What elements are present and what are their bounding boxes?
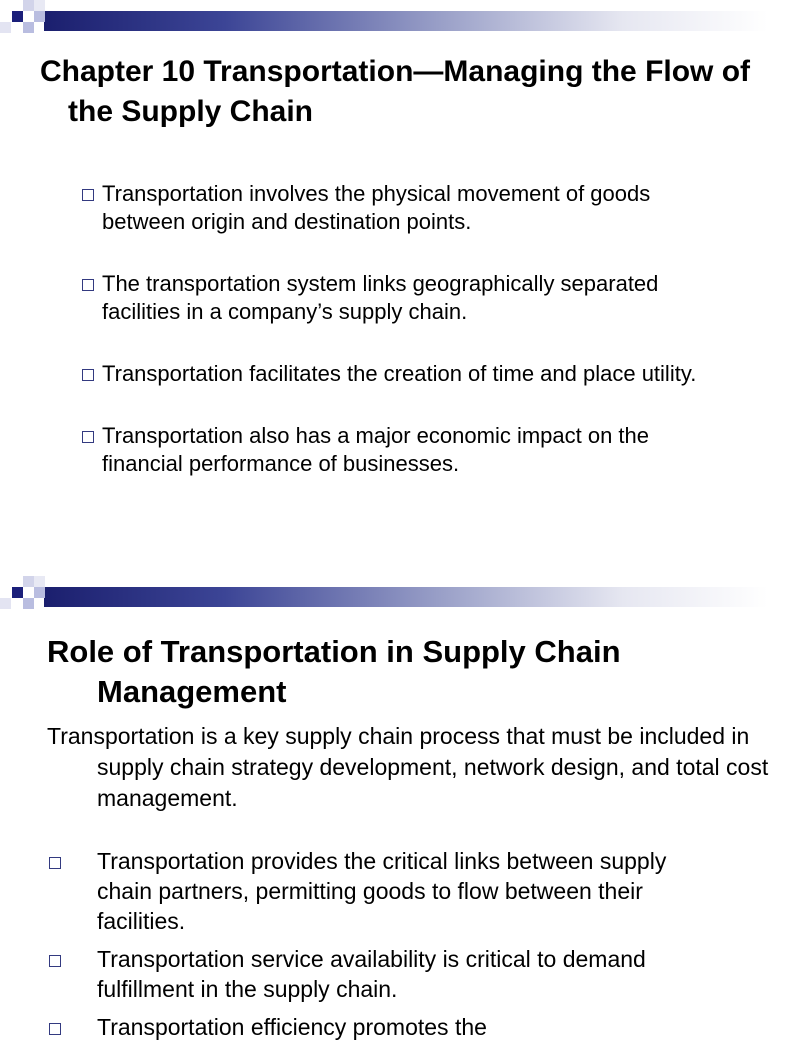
decorative-square (34, 587, 45, 598)
header-banner (0, 576, 768, 626)
bullet-text: Transportation provides the critical links between supply chain partners, permitting goods to flow between their facilities. (97, 848, 667, 934)
decorative-square (23, 598, 34, 609)
square-bullet-icon (49, 955, 61, 967)
bullet-text: Transportation service availability is critical to demand fulfillment in the supply chain. (97, 946, 646, 1002)
square-bullet-icon (82, 369, 94, 381)
list-item (80, 180, 720, 236)
gradient-band (44, 587, 768, 607)
decorative-square (0, 22, 11, 33)
decorative-square (23, 22, 34, 33)
bullet-text: Transportation efficiency promotes the (97, 1014, 487, 1040)
list-item (80, 360, 720, 388)
bullet-list (80, 180, 720, 512)
list-item (47, 944, 727, 1004)
slide-title: Chapter 10 Transportation—Managing the Flow of the Supply Chain (40, 55, 751, 128)
gradient-band (44, 11, 768, 31)
list-item (80, 270, 720, 326)
decorative-square (23, 0, 34, 11)
square-bullet-icon (49, 1023, 61, 1035)
bullet-text: Transportation involves the physical movement of goods between origin and destination points. (102, 181, 651, 234)
slide-title: Role of Transportation in Supply Chain Management (47, 634, 621, 709)
header-banner (0, 0, 768, 50)
slide-2 (0, 576, 769, 1040)
bullet-text: Transportation also has a major economic impact on the financial performance of businesses. (102, 423, 650, 476)
bullet-text: Transportation facilitates the creation of time and place utility. (102, 361, 697, 386)
list-item (47, 1012, 727, 1042)
square-bullet-icon (82, 431, 94, 443)
bullet-text: The transportation system links geographically separated facilities in a company’s supply chain. (102, 271, 659, 324)
decorative-square (12, 587, 23, 598)
bullet-list (47, 846, 727, 1050)
square-bullet-icon (49, 857, 61, 869)
square-bullet-icon (82, 279, 94, 291)
decorative-square (34, 576, 45, 587)
intro-paragraph: Transportation is a key supply chain process that must be included in supply chain strategy development, network design, and total cost management. (47, 723, 769, 811)
list-item (47, 846, 727, 936)
square-bullet-icon (82, 189, 94, 201)
decorative-square (34, 11, 45, 22)
decorative-square (23, 576, 34, 587)
list-item (80, 422, 720, 478)
decorative-square (34, 0, 45, 11)
decorative-square (0, 598, 11, 609)
decorative-square (12, 11, 23, 22)
